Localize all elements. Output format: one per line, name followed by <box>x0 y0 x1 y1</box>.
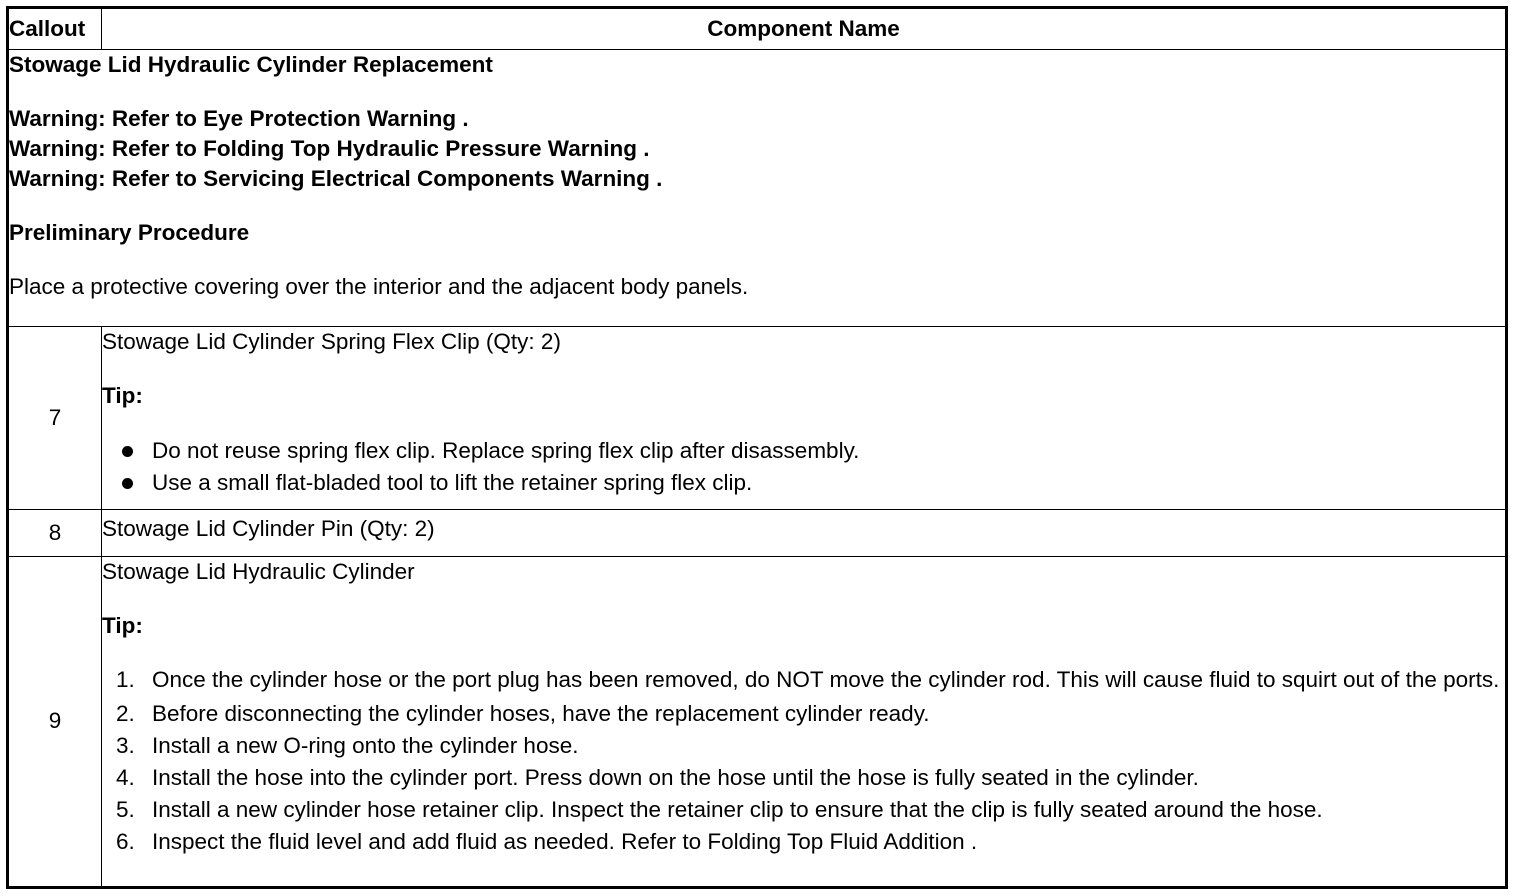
procedure-title: Stowage Lid Hydraulic Cylinder Replacement <box>9 52 493 77</box>
intro-row <box>8 50 1507 327</box>
warning-hydraulic-pressure: Warning: Refer to Folding Top Hydraulic Pressure Warning . <box>9 136 650 161</box>
component-name: Stowage Lid Hydraulic Cylinder <box>102 558 415 584</box>
tip-bullet-list <box>102 435 1505 499</box>
tip-label: Tip: <box>102 382 143 408</box>
step-text: Install a new cylinder hose retainer clip. Inspect the retainer clip to ensure that the clip is fully seated around the hose. <box>152 796 1323 822</box>
component-cell <box>102 326 1507 509</box>
list-item <box>102 826 1505 858</box>
list-item <box>102 762 1505 794</box>
callout-number: 8 <box>8 509 102 556</box>
step-number: 1. <box>116 666 135 692</box>
step-number: 2. <box>116 700 135 726</box>
bullet-icon <box>122 446 133 457</box>
step-text: Install a new O-ring onto the cylinder hose. <box>152 732 579 758</box>
component-name: Stowage Lid Cylinder Pin (Qty: 2) <box>102 509 1507 556</box>
component-table <box>6 6 1508 889</box>
component-name-column-header: Component Name <box>102 8 1507 50</box>
table-header-row <box>8 8 1507 50</box>
step-text: Before disconnecting the cylinder hoses, have the replacement cylinder ready. <box>152 700 930 726</box>
tip-step-list <box>102 665 1505 858</box>
list-item <box>102 698 1505 730</box>
step-text: Once the cylinder hose or the port plug has been removed, do NOT move the cylinder rod. This will cause fluid to squirt out of the ports. <box>152 666 1500 692</box>
list-item-text: Use a small flat-bladed tool to lift the retainer spring flex clip. <box>152 469 753 495</box>
component-name: Stowage Lid Cylinder Spring Flex Clip (Qty: 2) <box>102 328 561 354</box>
step-number: 3. <box>116 732 135 758</box>
list-item <box>102 435 1505 467</box>
callout-column-header: Callout <box>8 8 102 50</box>
tip-label: Tip: <box>102 612 143 638</box>
step-number: 4. <box>116 764 135 790</box>
bullet-icon <box>122 478 133 489</box>
callout-number: 7 <box>8 326 102 509</box>
warning-eye-protection: Warning: Refer to Eye Protection Warning . <box>9 106 469 131</box>
step-number: 5. <box>116 796 135 822</box>
table-row <box>8 326 1507 509</box>
component-cell <box>102 556 1507 887</box>
step-text: Install the hose into the cylinder port. Press down on the hose until the hose is fully seated in the cylinder. <box>152 764 1199 790</box>
warning-electrical-components: Warning: Refer to Servicing Electrical Components Warning . <box>9 166 663 191</box>
list-item-text: Do not reuse spring flex clip. Replace spring flex clip after disassembly. <box>152 437 860 463</box>
list-item <box>102 730 1505 762</box>
table-row <box>8 556 1507 887</box>
table-row <box>8 509 1507 556</box>
list-item <box>102 467 1505 499</box>
step-text: Inspect the fluid level and add fluid as needed. Refer to Folding Top Fluid Addition . <box>152 828 978 854</box>
step-number: 6. <box>116 828 135 854</box>
list-item <box>102 665 1505 698</box>
preliminary-procedure-heading: Preliminary Procedure <box>9 220 250 245</box>
callout-number: 9 <box>8 556 102 887</box>
intro-cell <box>8 50 1507 327</box>
list-item <box>102 794 1505 826</box>
preliminary-procedure-text: Place a protective covering over the interior and the adjacent body panels. <box>9 274 749 299</box>
